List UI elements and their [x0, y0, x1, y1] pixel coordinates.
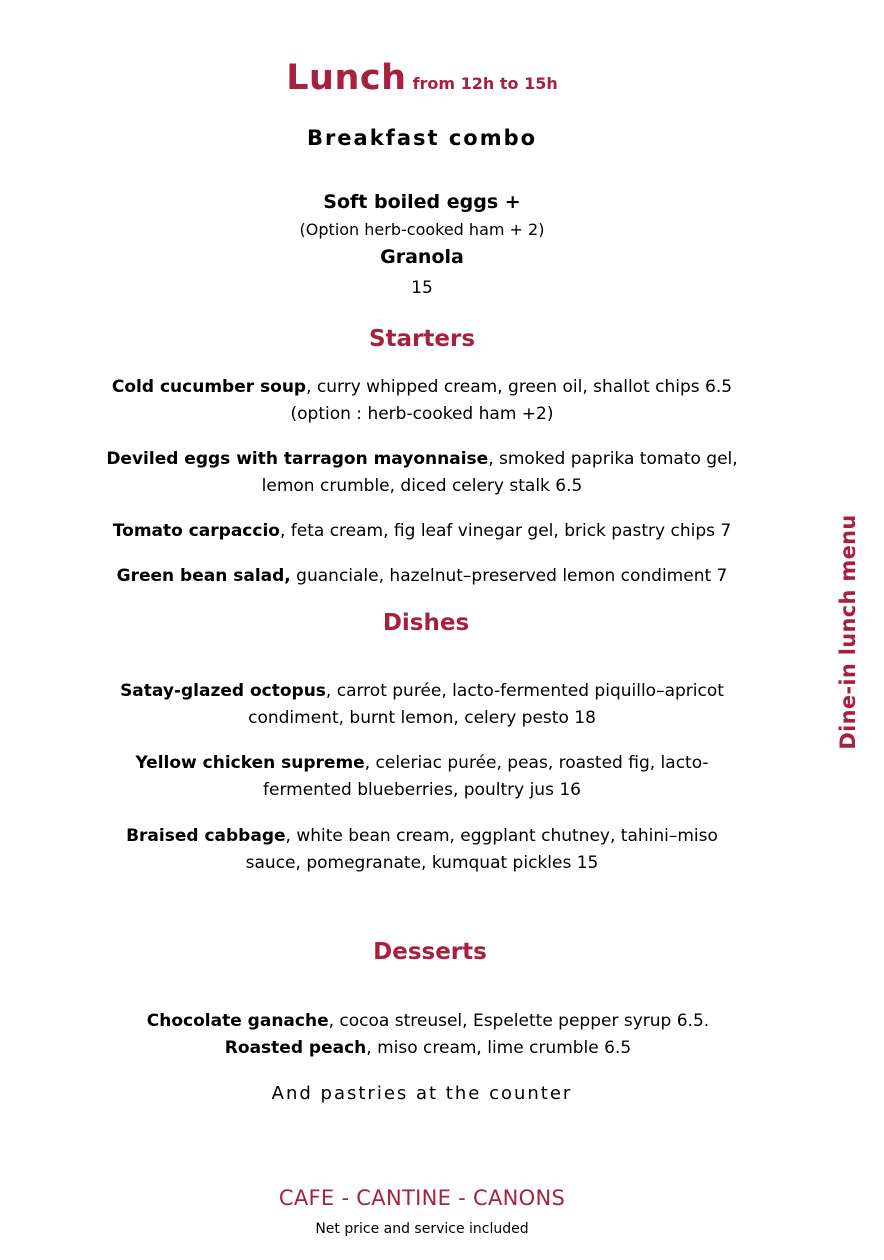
item-desc: , feta cream, fig leaf vinegar gel, brick pastry chips 7	[279, 521, 732, 541]
starters-title: Starters	[368, 326, 476, 352]
item-desc: , carrot purée, lacto-fermented piquillo–apricot	[325, 681, 724, 701]
combo-title: Breakfast combo	[306, 126, 538, 150]
item-name: Braised cabbage	[126, 826, 286, 846]
item-desc: , celeriac purée, peas, roasted fig, lacto-	[364, 753, 709, 773]
item-desc-line2: fermented blueberries, poultry jus 16	[263, 780, 581, 800]
item-name: Satay-glazed octopus	[120, 681, 326, 701]
item-name: Green bean salad,	[116, 566, 291, 586]
item-name: Roasted peach	[224, 1038, 367, 1058]
menu-item	[0, 678, 864, 705]
item-desc-line2: (option : herb-cooked ham +2)	[290, 404, 554, 424]
menu-item	[0, 1008, 870, 1035]
item-name: Yellow chicken supreme	[135, 753, 365, 773]
item-desc: , cocoa streusel, Espelette pepper syrup 6.5.	[328, 1011, 710, 1031]
item-desc-line2: lemon crumble, diced celery stalk 6.5	[261, 476, 583, 496]
brand-name: CAFE - CANTINE - CANONS	[278, 1186, 566, 1210]
item-name: Tomato carpaccio	[112, 521, 280, 541]
menu-title	[0, 56, 864, 106]
item-desc-line2: condiment, burnt lemon, celery pesto 18	[248, 708, 596, 728]
dishes-title: Dishes	[382, 610, 470, 636]
menu-item	[0, 563, 864, 590]
item-name: Chocolate ganache	[146, 1011, 329, 1031]
menu-item	[0, 518, 864, 545]
combo-price: 15	[411, 278, 433, 298]
menu-item	[0, 374, 864, 401]
item-desc: , curry whipped cream, green oil, shallot chips 6.5	[306, 377, 733, 397]
combo-line-granola: Granola	[380, 246, 464, 268]
item-desc-line2: sauce, pomegranate, kumquat pickles 15	[245, 853, 599, 873]
item-name: Cold cucumber soup	[111, 377, 307, 397]
item-name: Deviled eggs with tarragon mayonnaise	[106, 449, 489, 469]
menu-item	[0, 823, 864, 850]
item-desc: , white bean cream, eggplant chutney, tahini–miso	[285, 826, 718, 846]
menu-item	[0, 1035, 870, 1062]
desserts-title: Desserts	[373, 939, 487, 965]
menu-item	[0, 446, 864, 473]
price-note: Net price and service included	[315, 1221, 529, 1237]
lunch-hours: from 12h to 15h	[412, 74, 558, 93]
item-desc: , miso cream, lime crumble 6.5	[366, 1038, 632, 1058]
combo-line-eggs: Soft boiled eggs +	[323, 191, 521, 213]
menu-title-text: Lunch	[286, 58, 407, 98]
item-desc: guanciale, hazelnut–preserved lemon condiment 7	[290, 566, 728, 586]
item-desc: , smoked paprika tomato gel,	[488, 449, 738, 469]
pastries-note: And pastries at the counter	[271, 1083, 573, 1104]
combo-option: (Option herb-cooked ham + 2)	[299, 220, 545, 239]
menu-item	[0, 750, 864, 777]
side-label: Dine-in lunch menu	[836, 514, 860, 750]
